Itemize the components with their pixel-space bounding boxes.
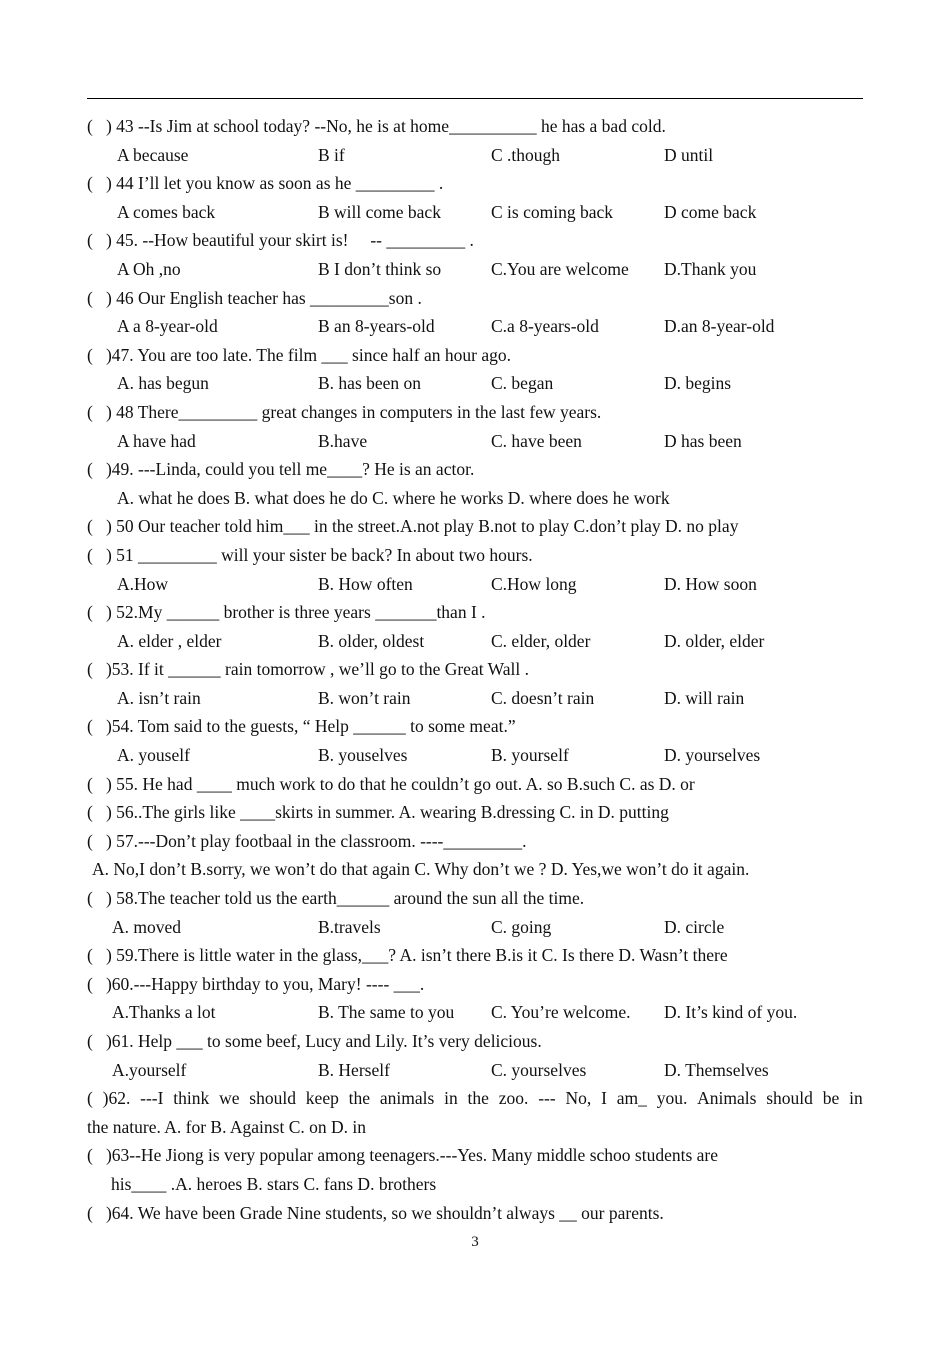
q53-option-a: A. isn’t rain bbox=[117, 687, 201, 708]
q62-word: )62. bbox=[102, 1088, 131, 1109]
q62-word: animals bbox=[379, 1088, 435, 1109]
q45-option-b: B I don’t think so bbox=[318, 258, 442, 279]
q46-option-a: A a 8-year-old bbox=[117, 316, 218, 337]
q60-option-c: C. You’re welcome. bbox=[491, 1002, 631, 1023]
q52-option-b: B. older, oldest bbox=[318, 630, 425, 651]
q46-option-c: C.a 8-years-old bbox=[491, 316, 599, 337]
q62-word: I bbox=[601, 1088, 607, 1109]
q62-word: --- bbox=[538, 1088, 556, 1109]
q52-options bbox=[87, 627, 863, 656]
q43-option-c: C .though bbox=[491, 144, 561, 165]
q58-stem: ( ) 58.The teacher told us the earth______ around the sun all the time. bbox=[87, 888, 585, 909]
q45-option-a: A Oh ,no bbox=[117, 258, 181, 279]
q52-option-a: A. elder , elder bbox=[117, 630, 222, 651]
q46-stem: ( ) 46 Our English teacher has _________son . bbox=[87, 287, 422, 308]
q44-option-b: B will come back bbox=[318, 201, 441, 222]
q58-option-a: A. moved bbox=[112, 916, 182, 937]
q61-option-a: A.yourself bbox=[112, 1059, 187, 1080]
q58-options bbox=[87, 913, 863, 942]
q47-option-a: A. has begun bbox=[117, 373, 209, 394]
q46-option-b: B an 8-years-old bbox=[318, 316, 435, 337]
header-rule bbox=[87, 98, 863, 99]
q57-options: A. No,I don’t B.sorry, we won’t do that again C. Why don’t we ? D. Yes,we won’t do it again. bbox=[92, 859, 750, 880]
q61-option-b: B. Herself bbox=[318, 1059, 390, 1080]
q62-word: should bbox=[249, 1088, 296, 1109]
q47-option-d: D. begins bbox=[664, 373, 732, 394]
q45-stem: ( ) 45. --How beautiful your skirt is! -- _________ . bbox=[87, 230, 474, 251]
q60-option-b: B. The same to you bbox=[318, 1002, 455, 1023]
q49-options: A. what he does B. what does he do C. where he works D. where does he work bbox=[117, 487, 670, 508]
q53-stem: ( )53. If it ______ rain tomorrow , we’ll go to the Great Wall . bbox=[87, 659, 529, 680]
q43-option-d: D until bbox=[664, 144, 714, 165]
q43-options bbox=[87, 141, 863, 170]
exam-content bbox=[87, 112, 863, 1227]
q58-option-c: C. going bbox=[491, 916, 552, 937]
q43-option-b: B if bbox=[318, 144, 345, 165]
q45-option-d: D.Thank you bbox=[664, 258, 757, 279]
q53-options bbox=[87, 684, 863, 713]
q54-option-c: B. yourself bbox=[491, 745, 569, 766]
q44-option-a: A comes back bbox=[117, 201, 216, 222]
q51-option-c: C.How long bbox=[491, 573, 577, 594]
q62-continuation: the nature. A. for B. Against C. on D. in bbox=[87, 1116, 367, 1137]
q62-word: think bbox=[173, 1088, 210, 1109]
q49-stem: ( )49. ---Linda, could you tell me____? He is an actor. bbox=[87, 459, 475, 480]
q44-stem: ( ) 44 I’ll let you know as soon as he _________ . bbox=[87, 173, 444, 194]
q51-stem: ( ) 51 _________ will your sister be back? In about two hours. bbox=[87, 544, 533, 565]
q48-options bbox=[87, 427, 863, 456]
q45-options bbox=[87, 255, 863, 284]
q48-option-a: A have had bbox=[117, 430, 196, 451]
page-number: 3 bbox=[471, 1234, 479, 1250]
q46-option-d: D.an 8-year-old bbox=[664, 316, 775, 337]
q62-word: ---I bbox=[140, 1088, 164, 1109]
q54-option-d: D. yourselves bbox=[664, 745, 761, 766]
q59-stem: ( ) 59.There is little water in the glass,___? A. isn’t there B.is it C. Is there D. Wasn’t there bbox=[87, 945, 728, 966]
q62-word: No, bbox=[565, 1088, 592, 1109]
q62-word: keep bbox=[305, 1088, 339, 1109]
q44-option-c: C is coming back bbox=[491, 201, 613, 222]
q62-word: in bbox=[444, 1088, 458, 1109]
q62-stem bbox=[87, 1084, 863, 1113]
q54-stem: ( )54. Tom said to the guests, “ Help ______ to some meat.” bbox=[87, 716, 516, 737]
q62-word: am_ bbox=[616, 1088, 647, 1109]
q47-option-b: B. has been on bbox=[318, 373, 422, 394]
q61-option-c: C. yourselves bbox=[491, 1059, 587, 1080]
q54-option-a: A. youself bbox=[117, 745, 190, 766]
q62-word: ( bbox=[87, 1088, 93, 1109]
q61-option-d: D. Themselves bbox=[664, 1059, 769, 1080]
q47-options bbox=[87, 369, 863, 398]
q62-word: we bbox=[219, 1088, 240, 1109]
q62-word: the bbox=[467, 1088, 489, 1109]
q56-stem: ( ) 56..The girls like ____skirts in summer. A. wearing B.dressing C. in D. putting bbox=[87, 802, 669, 823]
q57-stem: ( ) 57.---Don’t play footbaal in the classroom. ----_________. bbox=[87, 830, 527, 851]
q48-option-b: B.have bbox=[318, 430, 368, 451]
q64-stem: ( )64. We have been Grade Nine students, so we shouldn’t always __ our parents. bbox=[87, 1202, 664, 1223]
q61-stem: ( )61. Help ___ to some beef, Lucy and Lily. It’s very delicious. bbox=[87, 1031, 542, 1051]
q62-word: zoo. bbox=[498, 1088, 529, 1109]
q51-option-d: D. How soon bbox=[664, 573, 757, 594]
q43-stem: ( ) 43 --Is Jim at school today? --No, he is at home__________ he has a bad cold. bbox=[87, 116, 666, 136]
q55-stem: ( ) 55. He had ____ much work to do that he couldn’t go out. A. so B.such C. as D. or bbox=[87, 773, 695, 794]
q48-option-d: D has been bbox=[664, 430, 742, 451]
q62-word: should bbox=[766, 1088, 813, 1109]
q44-options bbox=[87, 198, 863, 227]
q50-stem: ( ) 50 Our teacher told him___ in the street.A.not play B.not to play C.don’t play D. no play bbox=[87, 516, 739, 537]
q54-options bbox=[87, 741, 863, 770]
q54-option-b: B. youselves bbox=[318, 745, 408, 766]
q44-option-d: D come back bbox=[664, 201, 757, 222]
q51-option-a: A.How bbox=[117, 573, 169, 594]
q45-option-c: C.You are welcome bbox=[491, 258, 629, 279]
q63-continuation: his____ .A. heroes B. stars C. fans D. brothers bbox=[111, 1173, 437, 1194]
q62-word: be bbox=[822, 1088, 840, 1109]
q60-stem: ( )60.---Happy birthday to you, Mary! ---- ___. bbox=[87, 973, 425, 994]
q62-word: Animals bbox=[697, 1088, 757, 1109]
q53-option-c: C. doesn’t rain bbox=[491, 687, 595, 708]
q58-option-d: D. circle bbox=[664, 916, 725, 937]
q52-option-c: C. elder, older bbox=[491, 630, 591, 651]
q51-options bbox=[87, 570, 863, 599]
q52-stem: ( ) 52.My ______ brother is three years _______than I . bbox=[87, 602, 486, 623]
q47-stem: ( )47. You are too late. The film ___ since half an hour ago. bbox=[87, 344, 511, 365]
q58-option-b: B.travels bbox=[318, 916, 381, 937]
q60-option-d: D. It’s kind of you. bbox=[664, 1002, 798, 1023]
q53-option-b: B. won’t rain bbox=[318, 687, 411, 708]
q63-stem: ( )63--He Jiong is very popular among teenagers.---Yes. Many middle schoo students are bbox=[87, 1145, 718, 1166]
q47-option-c: C. began bbox=[491, 373, 554, 394]
q62-word: you. bbox=[656, 1088, 688, 1109]
q46-options bbox=[87, 312, 863, 341]
q60-option-a: A.Thanks a lot bbox=[112, 1002, 216, 1023]
q62-word: in bbox=[849, 1088, 863, 1109]
q62-word: the bbox=[348, 1088, 371, 1109]
q48-stem: ( ) 48 There_________ great changes in computers in the last few years. bbox=[87, 401, 602, 422]
q51-option-b: B. How often bbox=[318, 573, 413, 594]
q61-options bbox=[87, 1056, 863, 1085]
q53-option-d: D. will rain bbox=[664, 687, 745, 708]
q43-option-a: A because bbox=[117, 144, 189, 165]
q60-options bbox=[87, 998, 863, 1027]
q48-option-c: C. have been bbox=[491, 430, 582, 451]
q52-option-d: D. older, elder bbox=[664, 630, 765, 651]
